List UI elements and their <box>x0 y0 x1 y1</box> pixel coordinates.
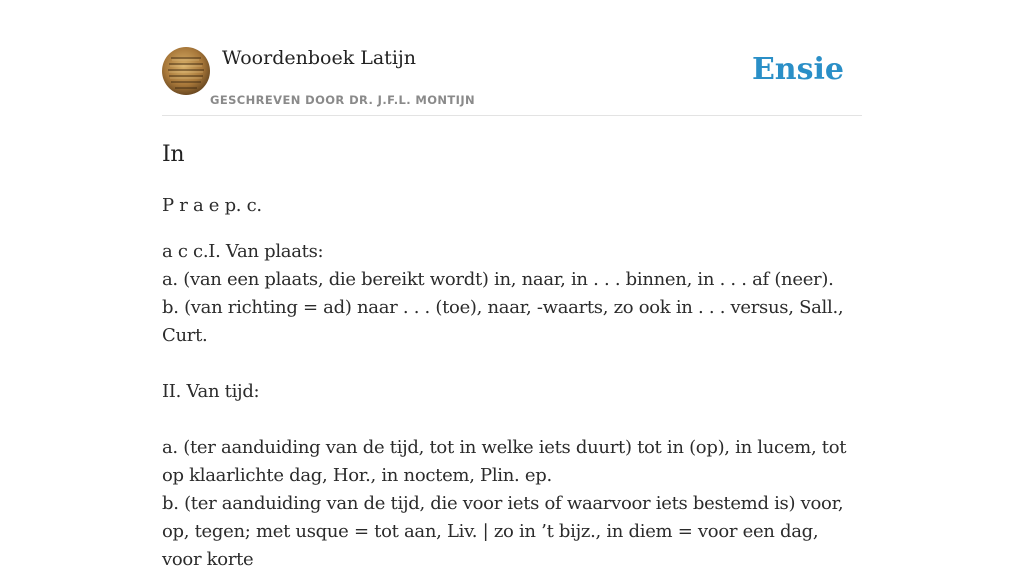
author-byline: GESCHREVEN DOOR DR. J.F.L. MONTIJN <box>210 93 476 107</box>
book-avatar[interactable] <box>162 47 210 95</box>
definition-line: a. (van een plaats, die bereikt wordt) in, naar, in . . . binnen, in . . . af (neer). <box>162 269 834 290</box>
definition-line: b. (ter aanduiding van de tijd, die voor iets of waarvoor iets bestemd is) voor, op, tegen; met usque = tot aan, Liv. | zo in ’t bijz., in diem = voor een dag, voor korte <box>162 493 844 570</box>
section-heading: II. Van tijd: <box>162 381 260 402</box>
spacer <box>162 406 862 434</box>
definition-line: b. (van richting = ad) naar . . . (toe), naar, -waarts, zo ook in . . . versus, Sall., Curt. <box>162 297 844 346</box>
book-title[interactable]: Woordenboek Latijn <box>222 47 417 69</box>
spacer <box>162 350 862 378</box>
definition-block <box>162 238 862 574</box>
book-header <box>162 46 862 116</box>
page <box>162 0 862 574</box>
entry-content <box>162 140 862 574</box>
entry-title: In <box>162 142 185 167</box>
definition-line: a c c.I. Van plaats: <box>162 241 324 262</box>
brand-logo[interactable]: Ensie <box>751 52 844 87</box>
part-of-speech: P r a e p. c. <box>162 195 262 216</box>
definition-line: a. (ter aanduiding van de tijd, tot in welke iets duurt) tot in (op), in lucem, tot op klaarlichte dag, Hor., in noctem, Plin. ep. <box>162 437 847 486</box>
latin-inscription-coin-icon <box>162 47 210 95</box>
